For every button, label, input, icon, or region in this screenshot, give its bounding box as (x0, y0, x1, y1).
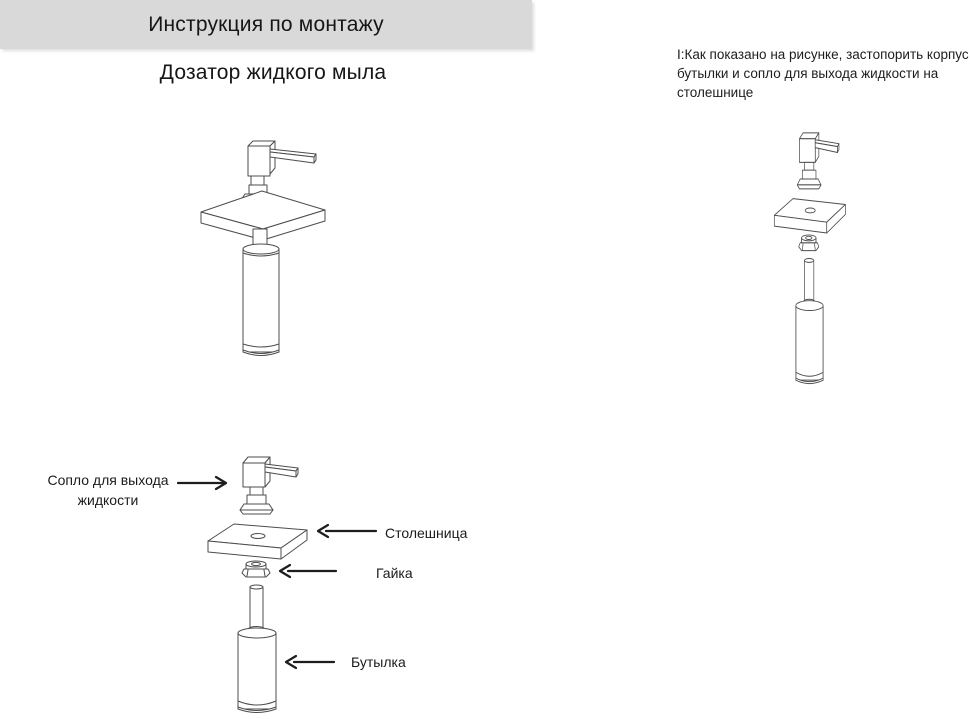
arrow-right-icon (177, 475, 231, 491)
label-nut: Гайка (376, 565, 413, 581)
product-subtitle: Дозатор жидкого мыла (159, 61, 387, 84)
header-bar (0, 0, 532, 49)
arrow-left-icon (276, 563, 338, 579)
arrow-left-icon (314, 523, 378, 539)
exploded-dispenser-drawing-labeled (202, 452, 312, 717)
arrow-left-icon (282, 654, 336, 670)
label-bottle: Бутылка (351, 654, 406, 670)
assembled-dispenser-drawing (195, 138, 330, 366)
exploded-dispenser-drawing-small (770, 128, 849, 388)
label-nozzle: Сопло для выхода жидкости (47, 472, 169, 509)
page-title: Инструкция по монтажу (148, 12, 384, 36)
bottle-drawing (243, 229, 279, 356)
instruction-step-text: I:Как показано на рисунке, застопорить корпус бутылки и сопло для выхода жидкости на столешнице (677, 47, 969, 101)
label-countertop: Столешница (385, 525, 468, 541)
